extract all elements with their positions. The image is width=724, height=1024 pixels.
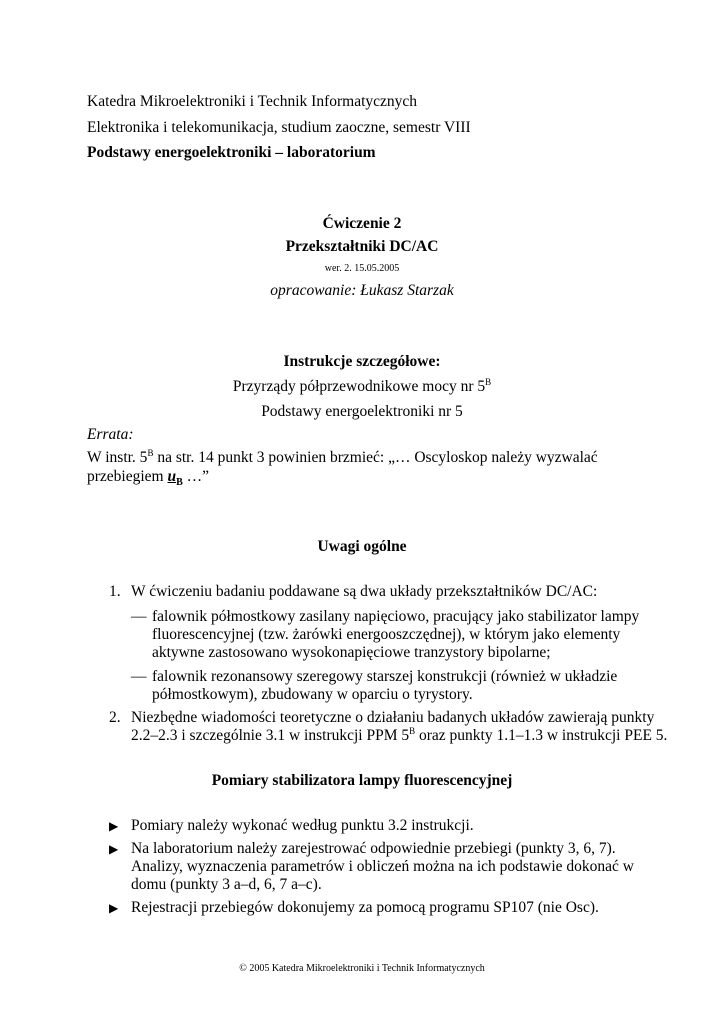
version-info: wer. 2. 15.05.2005 — [324, 263, 400, 274]
department-name: Katedra Mikroelektroniki i Technik Informatycznych — [87, 93, 418, 110]
bullet-1: Pomiary należy wykonać według punktu 3.2 instrukcji. — [131, 817, 474, 834]
errata-label: Errata: — [87, 426, 134, 443]
bullet-2-line-1: Na laboratorium należy zarejestrować odpowiednie przebiegi (punkty 3, 6, 7). — [131, 840, 616, 857]
study-program: Elektronika i telekomunikacja, studium zaoczne, semestr VIII — [87, 119, 471, 136]
instruction-ref-pee: Podstawy energoelektroniki nr 5 — [261, 403, 463, 420]
u-b-symbol: $u_B$ — [167, 468, 183, 489]
author-line: opracowanie: Łukasz Starzak — [270, 282, 454, 299]
errata-line-2: przebiegiem $u_B$ …” — [87, 468, 210, 489]
footer-copyright: © 2005 Katedra Mikroelektroniki i Technik Informatycznych — [239, 963, 485, 974]
list-item-2-line-2: 2.2–2.3 i szczególnie 3.1 w instrukcji PPM $5^B$ oraz punkty 1.1–1.3 w instrukcji PEE 5. — [131, 725, 668, 744]
exercise-topic: Przekształtniki DC/AC — [285, 238, 439, 255]
triangle-right-icon: ▶ — [109, 842, 119, 856]
sub-item-1-line-2: fluorescencyjnej (tzw. żarówki energooszczędnej), w którym jako elementy — [152, 626, 621, 643]
bullet-2-line-3: domu (punkty 3 a–d, 6, 7 a–c). — [131, 876, 322, 893]
general-remarks-heading: Uwagi ogólne — [317, 538, 407, 555]
triangle-right-icon: ▶ — [109, 901, 119, 915]
sub-item-2-line-2: półmostkowym), zbudowany w oparciu o tyrystory. — [152, 686, 473, 703]
course-title: Podstawy energoelektroniki – laboratorium — [87, 144, 376, 161]
list-number-1: 1. — [109, 583, 121, 600]
list-number-2: 2. — [109, 709, 121, 726]
measurements-heading: Pomiary stabilizatora lampy fluorescencyjnej — [211, 772, 513, 789]
instructions-heading: Instrukcje szczegółowe: — [283, 353, 441, 370]
dash-2: — — [131, 668, 147, 685]
sub-item-1-line-3: aktywne zastosowano wysokonapięciowe tranzystory bipolarne; — [152, 644, 551, 661]
dash-1: — — [131, 608, 147, 625]
sub-item-1-line-1: falownik półmostkowy zasilany napięciowo, pracujący jako stabilizator lampy — [152, 608, 640, 625]
bullet-3: Rejestracji przebiegów dokonujemy za pomocą programu SP107 (nie Osc). — [131, 899, 599, 916]
triangle-right-icon: ▶ — [109, 819, 119, 833]
instruction-ref-ppm: Przyrządy półprzewodnikowe mocy nr $5^B$ — [232, 376, 492, 395]
sub-item-2-line-1: falownik rezonansowy szeregowy starszej konstrukcji (również w układzie — [152, 668, 618, 685]
list-item-2-line-1: Niezbędne wiadomości teoretyczne o działaniu badanych układów zawierają punkty — [131, 709, 655, 726]
list-item-1: W ćwiczeniu badaniu poddawane są dwa układy przekształtników DC/AC: — [131, 583, 598, 600]
errata-line-1: W instr. $5^B$ na str. 14 punkt 3 powinien brzmieć: „… Oscyloskop należy wyzwalać — [87, 447, 598, 466]
exercise-number: Ćwiczenie 2 — [322, 215, 402, 232]
bullet-2-line-2: Analizy, wyznaczenia parametrów i obliczeń można na ich podstawie dokonać w — [131, 858, 634, 875]
